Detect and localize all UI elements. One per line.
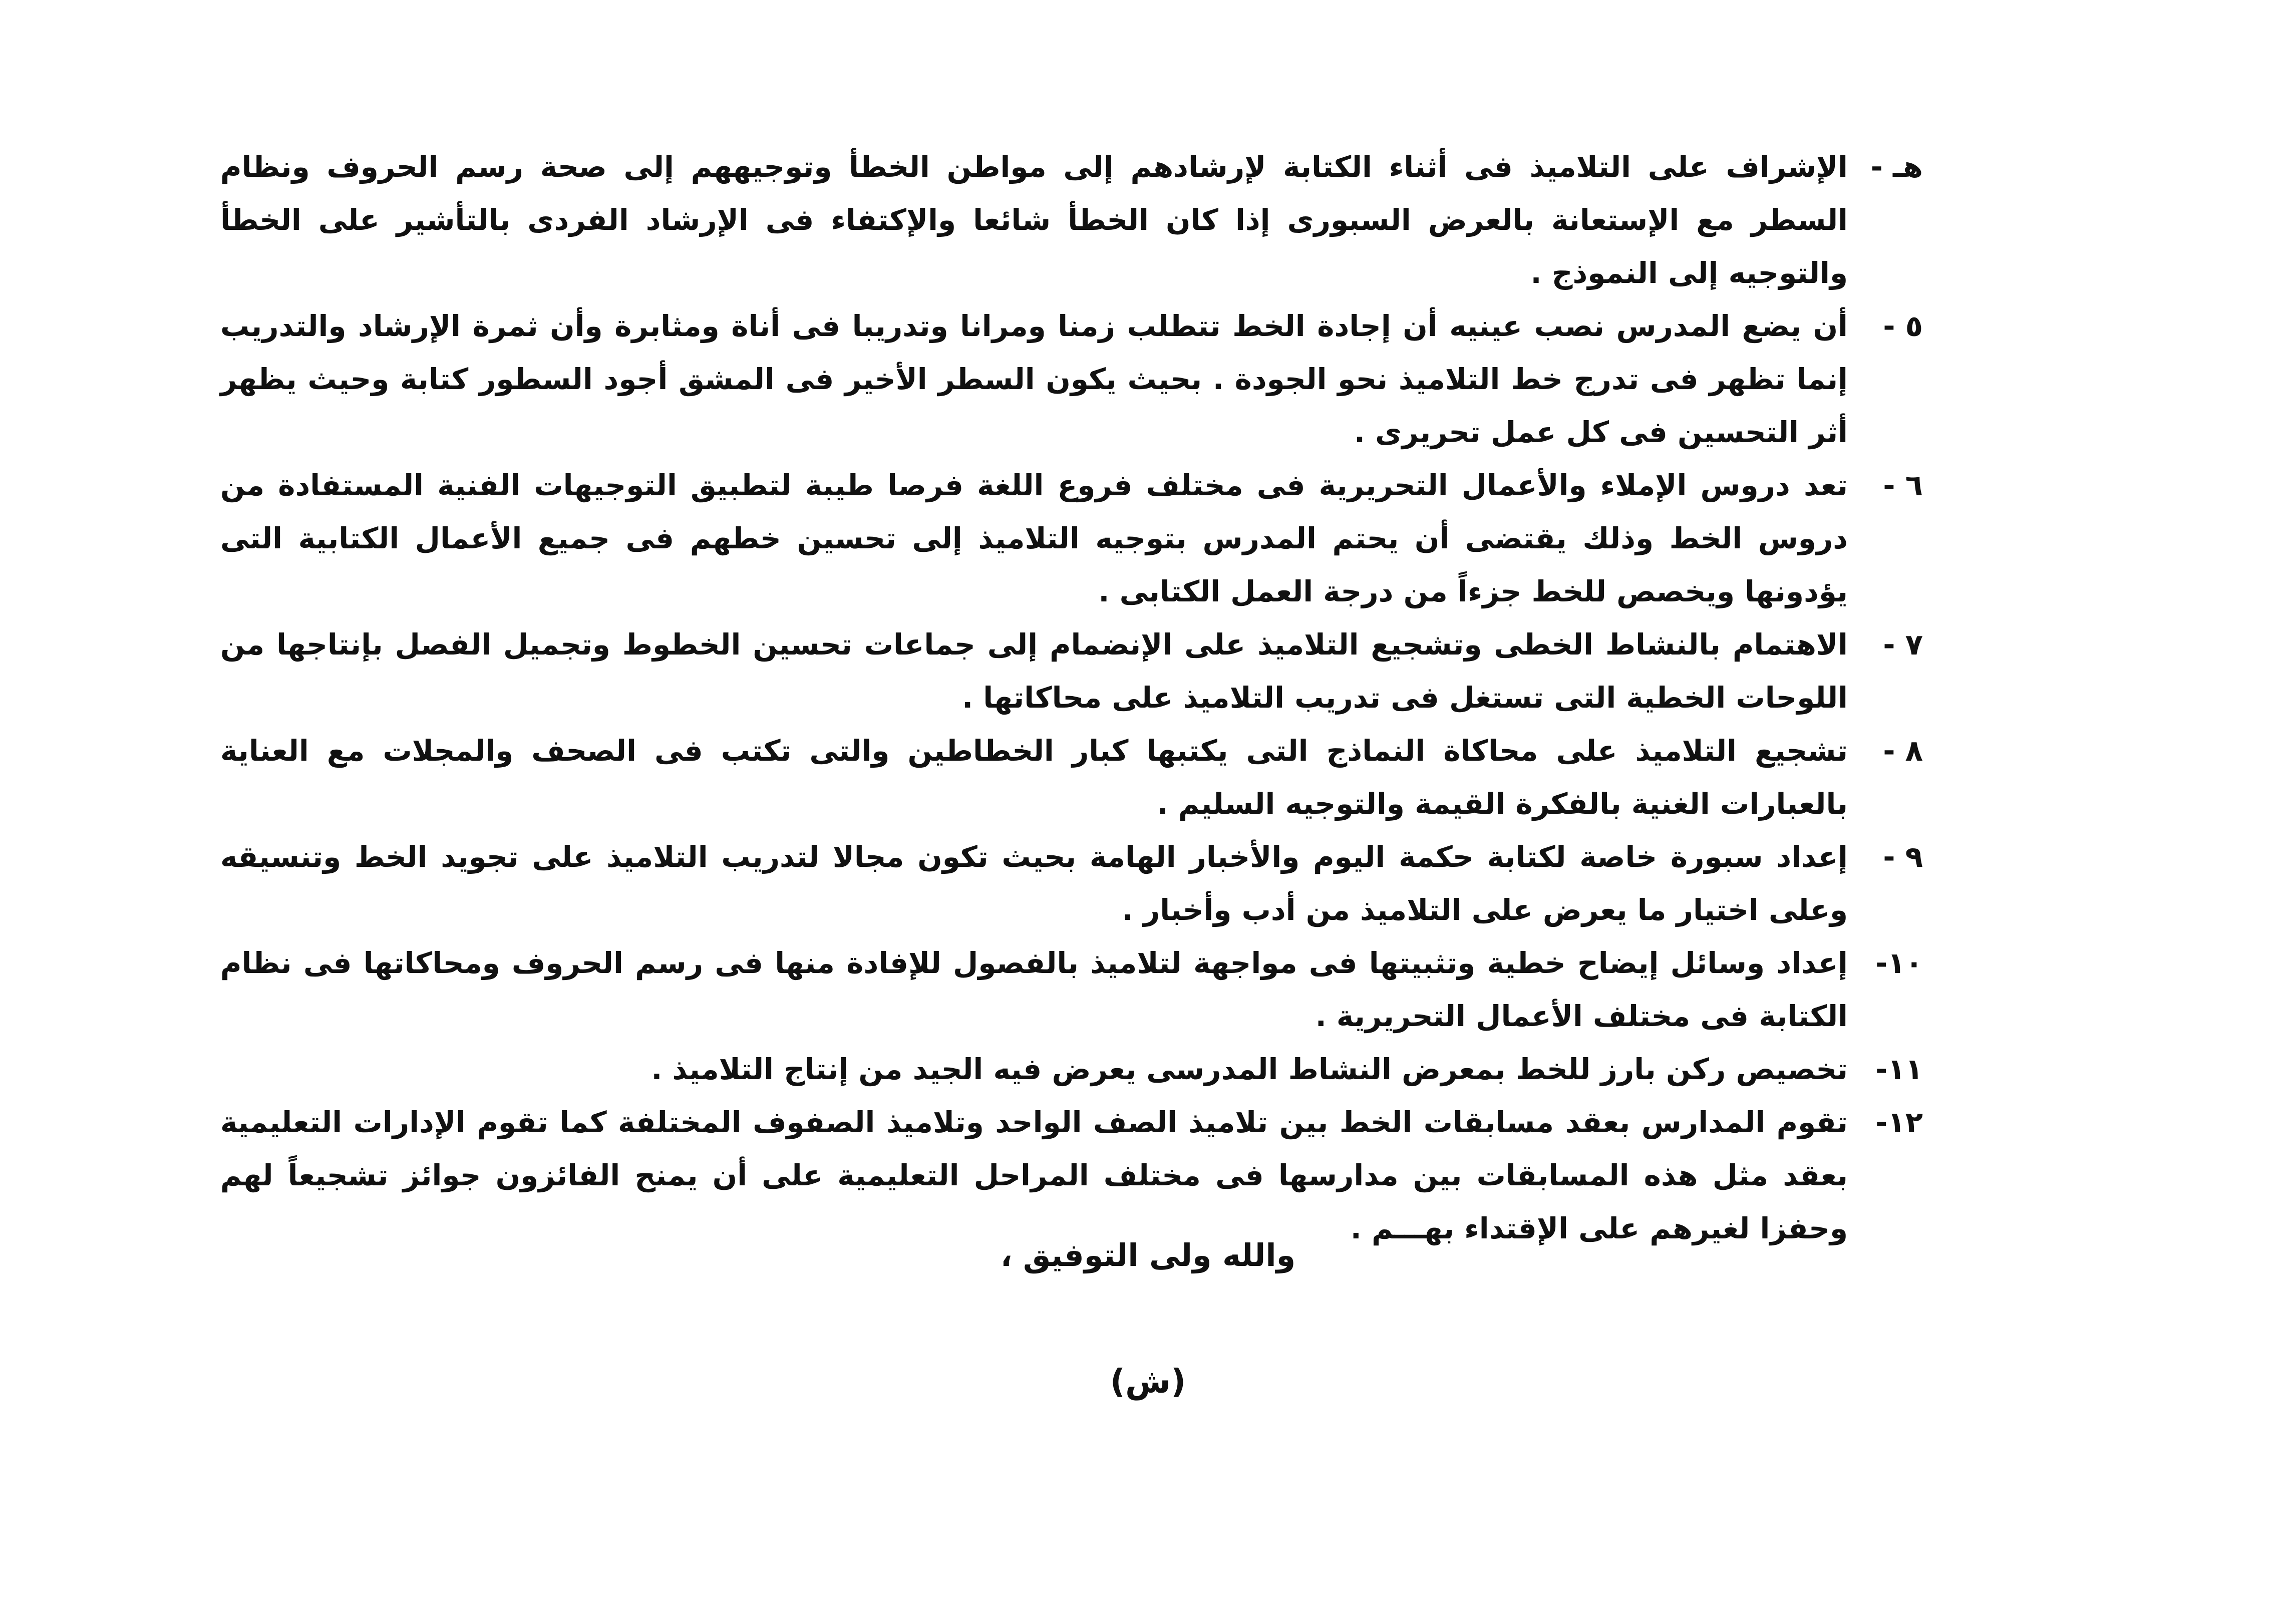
list-item: [220, 618, 1923, 724]
list-item: [220, 830, 1923, 936]
closing-line: والله ولى التوفيق ،: [1000, 1237, 1296, 1273]
list-item: [220, 1043, 1923, 1096]
item-number: ١٢-: [1875, 1105, 1923, 1139]
list-item: [220, 299, 1923, 459]
item-text: الاهتمام بالنشاط الخطى وتشجيع التلاميذ على الإنضمام إلى جماعات تحسين الخطوط وتجميل الفصل بإنتاجها من اللوحات الخطية التى تستغل فى تدريب التلاميذ على محاكاتها .: [220, 627, 1848, 715]
instruction-list: [220, 140, 1923, 1255]
item-number: ٦ -: [1883, 468, 1923, 502]
item-text: الإشراف على التلاميذ فى أثناء الكتابة لإرشادهم إلى مواطن الخطأ وتوجيههم إلى صحة رسم الحروف ونظام السطر مع الإستعانة بالعرض السبورى إذا كان الخطأ شائعا والإكتفاء فى الإرشاد الفردى بالتأشير على الخطأ والتوجيه إلى النموذج .: [220, 150, 1848, 290]
list-item: [220, 459, 1923, 618]
item-text: إعداد سبورة خاصة لكتابة حكمة اليوم والأخبار الهامة بحيث تكون مجالا لتدريب التلاميذ على تجويد الخط وتنسيقه وعلى اختيار ما يعرض على التلاميذ من أدب وأخبار .: [220, 840, 1848, 927]
item-text: إعداد وسائل إيضاح خطية وتثبيتها فى مواجهة لتلاميذ بالفصول للإفادة منها فى رسم الحروف ومحاكاتها فى نظام الكتابة فى مختلف الأعمال التحريرية .: [220, 946, 1848, 1033]
list-item: [220, 140, 1923, 299]
item-number: هـ -: [1870, 150, 1923, 184]
item-text: تعد دروس الإملاء والأعمال التحريرية فى مختلف فروع اللغة فرصا طيبة لتطبيق التوجيهات الفنية المستفادة من دروس الخط وذلك يقتضى أن يحتم المدرس بتوجيه التلاميذ إلى تحسين خطهم فى جميع الأعمال الكتابية التى يؤدونها ويخصص للخط جزءاً من درجة العمل الكتابى .: [220, 468, 1848, 608]
page-number: (ش): [1110, 1362, 1186, 1401]
item-text: تشجيع التلاميذ على محاكاة النماذج التى يكتبها كبار الخطاطين والتى تكتب فى الصحف والمجلات مع العناية بالعبارات الغنية بالفكرة القيمة والتوجيه السليم .: [220, 734, 1848, 821]
item-text: أن يضع المدرس نصب عينيه أن إجادة الخط تتطلب زمنا ومرانا وتدريبا فى أناة ومثابرة وأن ثمرة الإرشاد والتدريب إنما تظهر فى تدرج خط التلاميذ نحو الجودة . بحيث يكون السطر الأخير فى المشق أجود السطور كتابة وحيث يظهر أثر التحسين فى كل عمل تحريرى .: [220, 309, 1848, 449]
item-number: ٩ -: [1883, 840, 1923, 874]
list-item: [220, 936, 1923, 1043]
item-text: تقوم المدارس بعقد مسابقات الخط بين تلاميذ الصف الواحد وتلاميذ الصفوف المختلفة كما تقوم الإدارات التعليمية بعقد مثل هذه المسابقات بين مدارسها فى مختلف المراحل التعليمية على أن يمنح الفائزون جوائز تشجيعاً لهم وحفزا لغيرهم على الإقتداء بهـــم .: [220, 1105, 1848, 1245]
item-number: ٨ -: [1883, 734, 1923, 768]
item-number: ٥ -: [1883, 309, 1923, 343]
item-text: تخصيص ركن بارز للخط بمعرض النشاط المدرسى يعرض فيه الجيد من إنتاج التلاميذ .: [651, 1052, 1848, 1086]
item-number: ١٠-: [1875, 946, 1923, 980]
item-number: ٧ -: [1883, 627, 1923, 662]
item-number: ١١-: [1875, 1052, 1923, 1086]
list-item: [220, 724, 1923, 830]
list-item: [220, 1096, 1923, 1255]
